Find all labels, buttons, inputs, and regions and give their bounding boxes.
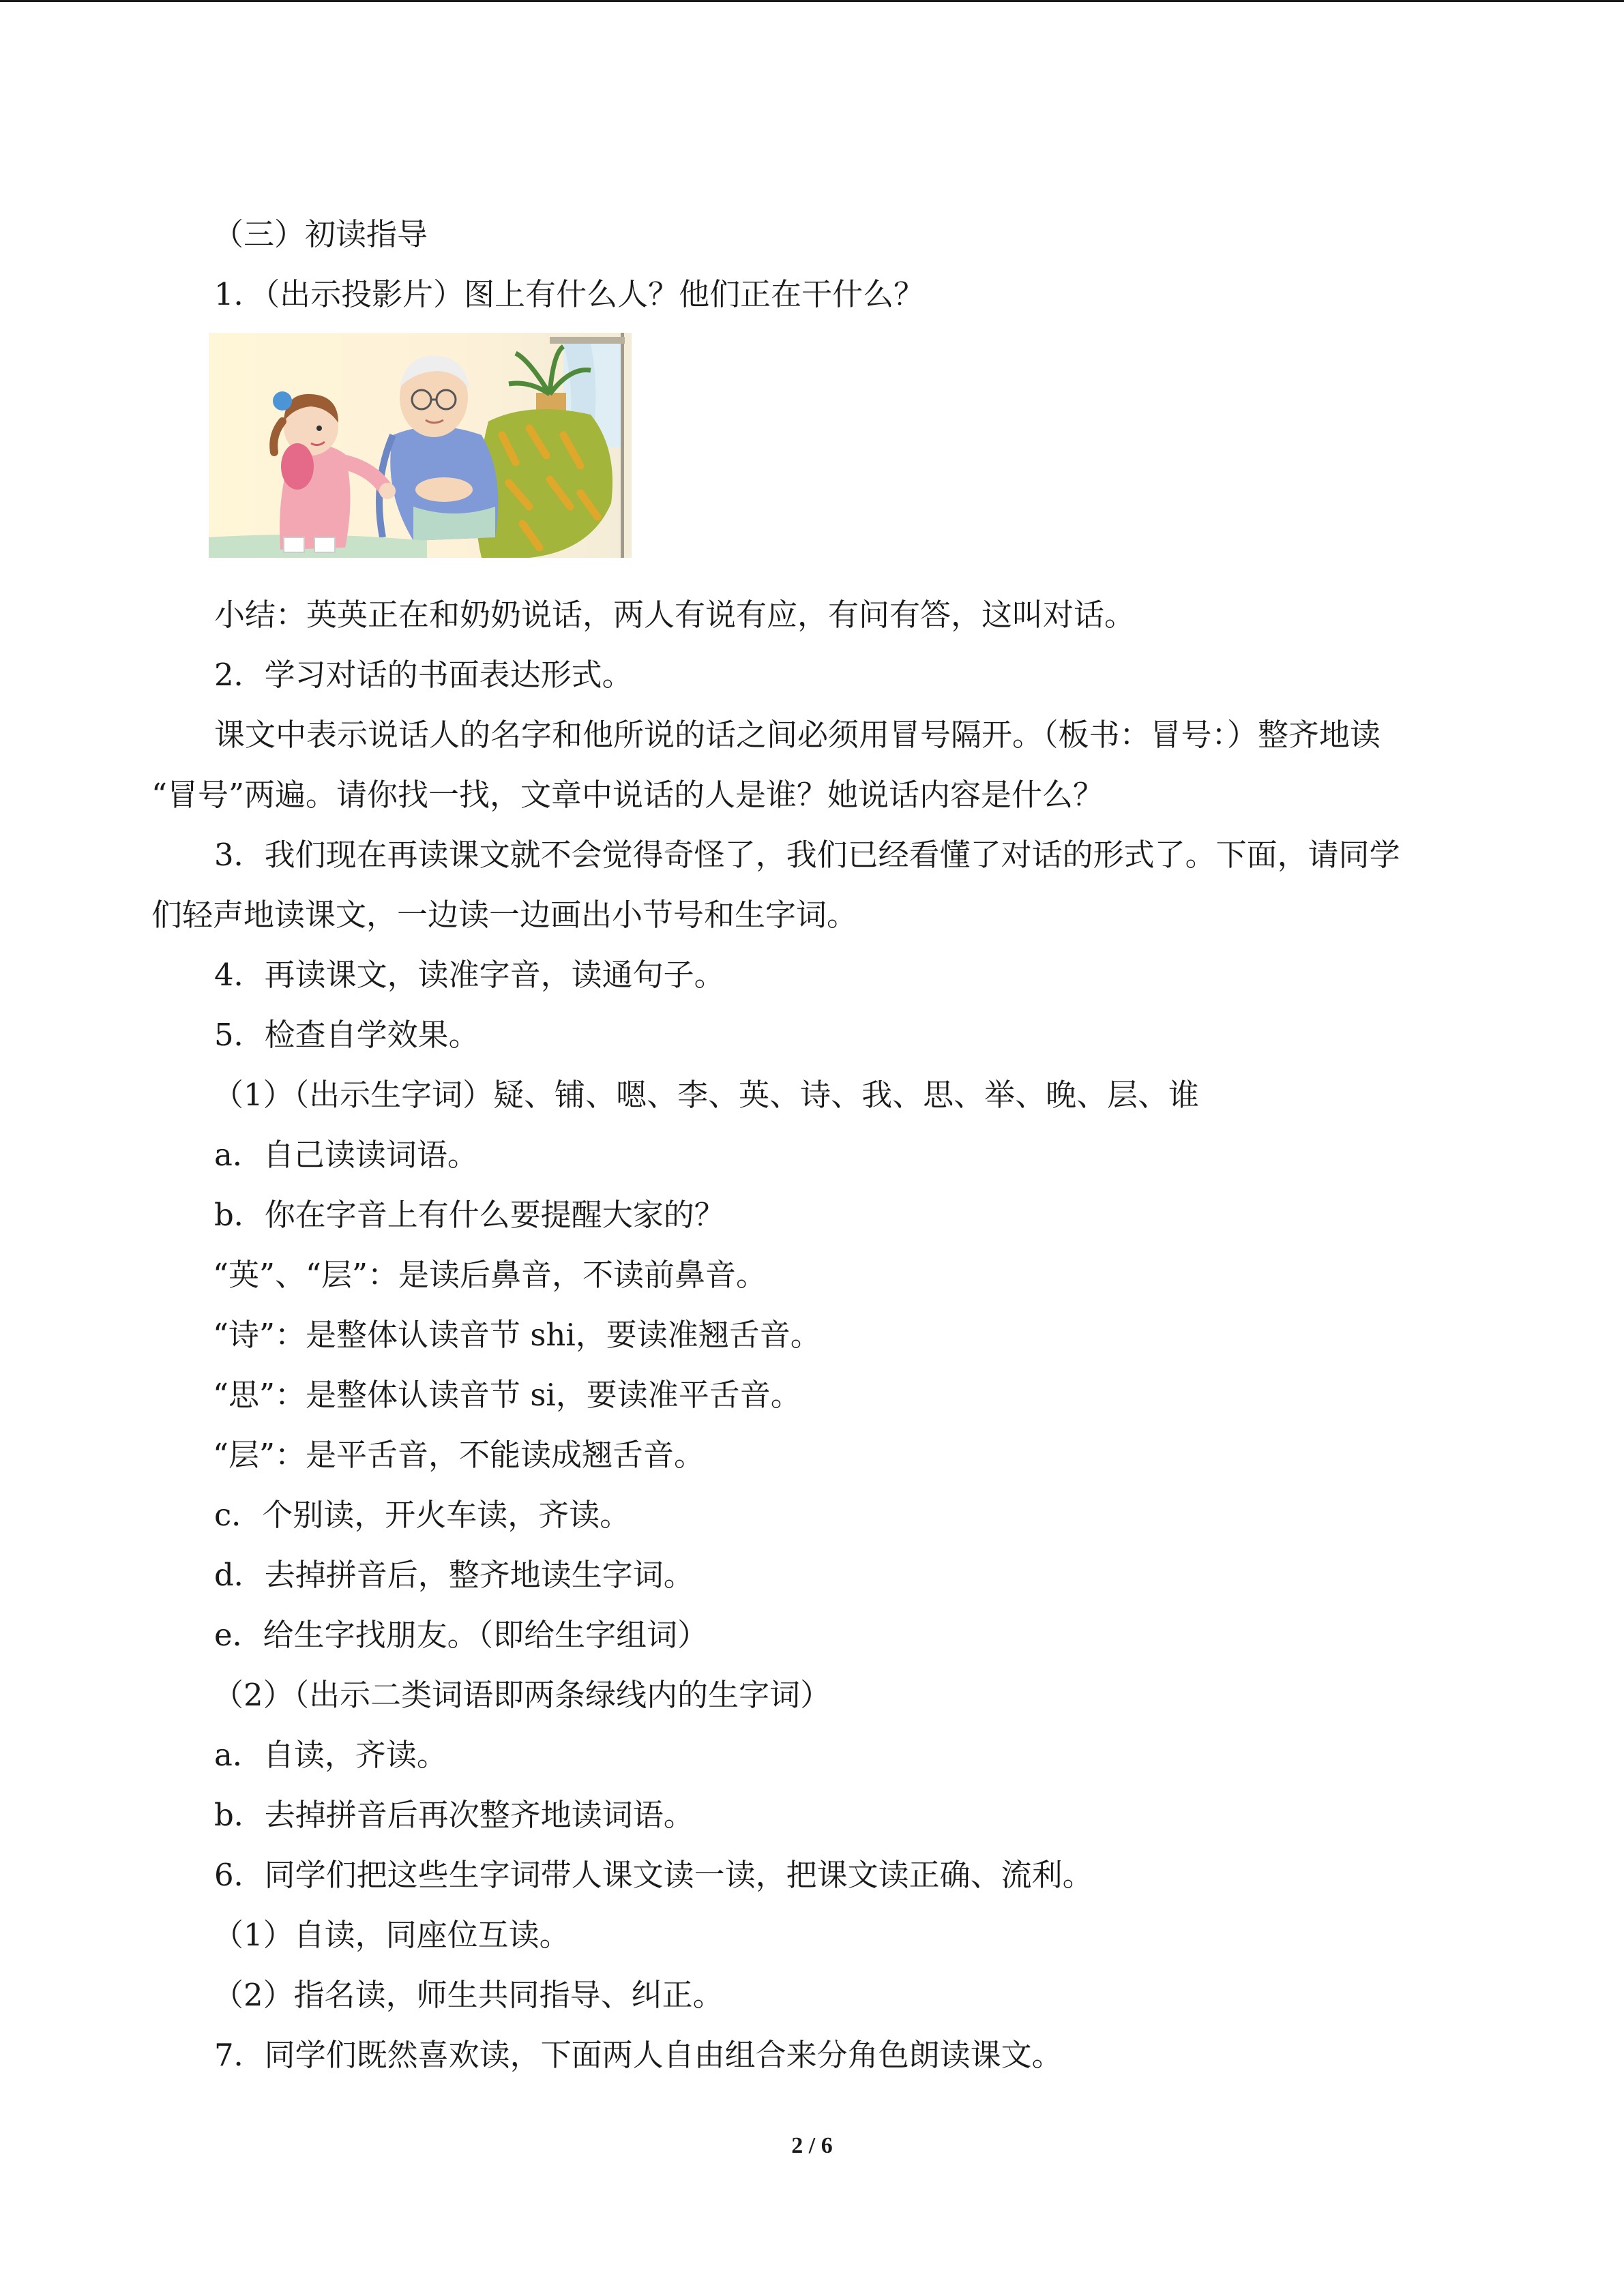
- section-title: （三）初读指导: [213, 216, 428, 252]
- step-5: 5．检查自学效果。: [214, 1017, 479, 1053]
- step-5-2-b: b．去掉拼音后再次整齐地读词语。: [214, 1797, 694, 1833]
- step-5-1-c: c．个别读，开火车读，齐读。: [214, 1497, 631, 1533]
- step-5-1-e: e．给生字找朋友。（即给生字组词）: [214, 1617, 709, 1653]
- step-6: 6．同学们把这些生字词带人课文读一读，把课文读正确、流利。: [214, 1857, 1093, 1893]
- step-6-2: （2）指名读，师生共同指导、纠正。: [213, 1977, 724, 2013]
- pronunciation-note-1: “英”、“层”：是读后鼻音，不读前鼻音。: [213, 1257, 767, 1293]
- grandma-and-girl-illustration: [209, 333, 632, 558]
- pronunciation-note-4: “层”：是平舌音，不能读成翘舌音。: [213, 1437, 705, 1473]
- top-border: [0, 0, 1624, 2]
- step-5-1: （1）（出示生字词）疑、铺、嗯、李、英、诗、我、思、举、晚、层、谁: [213, 1077, 1200, 1113]
- step-5-2-a: a．自读，齐读。: [214, 1737, 447, 1773]
- step-2: 2．学习对话的书面表达形式。: [214, 657, 633, 693]
- step-1: 1．（出示投影片）图上有什么人？他们正在干什么？: [214, 276, 925, 312]
- pronunciation-note-2: “诗”：是整体认读音节 shi，要读准翘舌音。: [213, 1317, 821, 1353]
- step-2-paragraph-line-1: 课文中表示说话人的名字和他所说的话之间必须用冒号隔开。（板书：冒号：）整齐地读: [214, 717, 1381, 753]
- step-7: 7．同学们既然喜欢读，下面两人自由组合来分角色朗读课文。: [214, 2037, 1063, 2073]
- step-5-1-a: a．自己读读词语。: [214, 1137, 478, 1173]
- step-5-1-b: b．你在字音上有什么要提醒大家的？: [214, 1197, 725, 1233]
- step-6-1: （1）自读，同座位互读。: [213, 1917, 570, 1953]
- summary-text: 小结：英英正在和奶奶说话，两人有说有应，有问有答，这叫对话。: [214, 597, 1136, 633]
- step-2-paragraph-line-2: “冒号”两遍。请你找一找，文章中说话的人是谁？她说话内容是什么？: [151, 777, 1104, 813]
- step-4: 4．再读课文，读准字音，读通句子。: [214, 957, 725, 993]
- page-number: 2 / 6: [791, 2133, 833, 2158]
- step-3-paragraph-line-1: 3．我们现在再读课文就不会觉得奇怪了，我们已经看懂了对话的形式了。下面，请同学: [214, 837, 1400, 873]
- step-5-1-d: d．去掉拼音后，整齐地读生字词。: [214, 1557, 694, 1593]
- page-content: [151, 205, 1481, 2085]
- step-5-2: （2）（出示二类词语即两条绿线内的生字词）: [213, 1677, 831, 1713]
- step-3-paragraph-line-2: 们轻声地读课文，一边读一边画出小节号和生字词。: [151, 897, 858, 933]
- pronunciation-note-3: “思”：是整体认读音节 si，要读准平舌音。: [213, 1377, 801, 1413]
